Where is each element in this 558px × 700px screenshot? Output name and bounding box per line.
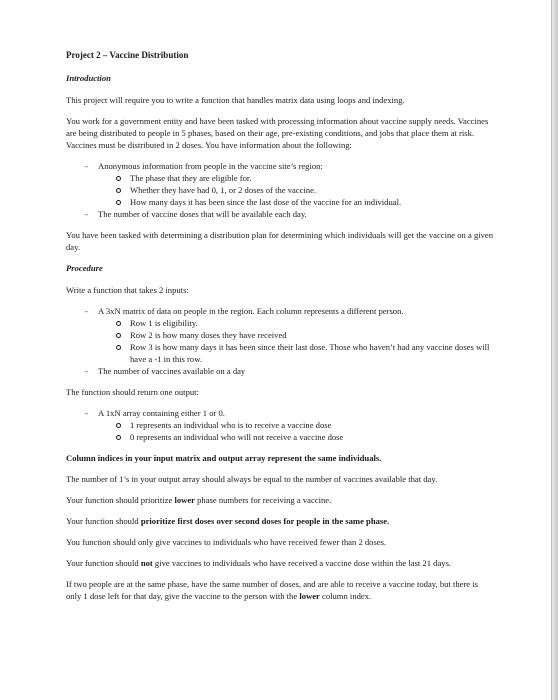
list-item-text: A 1xN array containing either 1 or 0. [98, 408, 225, 418]
sub-list-item: How many days it has been since the last dose of the vaccine for an individual. [98, 196, 494, 208]
procedure-paragraph-1: Write a function that takes 2 inputs: [66, 285, 189, 295]
sub-list-item: Whether they have had 0, 1, or 2 doses of the vaccine. [98, 184, 494, 196]
procedure-paragraph-2: The function should return one output: [66, 387, 199, 397]
rule-21-days: Your function should not give vaccines to individuals who have received a vaccine dose within the last 21 days. [66, 558, 452, 568]
list-item-text: Anonymous information from people in the vaccine site’s region: [98, 161, 323, 171]
rule-count: The number of 1’s in your output array should always be equal to the number of vaccines available that day. [66, 474, 438, 484]
sub-list-item: Row 3 is how many days it has been since their last dose. Those who haven’t had any vaccine doses will have a -1 in this row. [98, 341, 494, 365]
inputs-list [66, 305, 494, 377]
list-item [66, 407, 494, 443]
list-item: - The number of vaccines available on a day [66, 365, 494, 377]
rule-fewer-than-two: You function should only give vaccines to individuals who have received fewer than 2 doses. [66, 537, 387, 547]
rule-column-indices: Column indices in your input matrix and output array represent the same individuals. [66, 453, 382, 463]
intro-paragraph-1: This project will require you to write a function that handles matrix data using loops and indexing. [66, 95, 405, 105]
intro-paragraph-2: You work for a government entity and have been tasked with processing information about vaccine supply needs. Vaccines are being distributed to people in 5 phases, based on their age, pre-existing conditions, and jobs that place them at risk. Vaccines must be distributed in 2 doses. You have information about the following: [66, 116, 489, 150]
sub-list-item: Row 2 is how many doses they have received [98, 329, 494, 341]
intro-paragraph-3: You have been tasked with determining a distribution plan for determining which individuals will get the vaccine on a given day. [66, 230, 494, 252]
sub-list-item: 0 represents an individual who will not receive a vaccine dose [98, 431, 494, 443]
list-item: - The number of vaccine doses that will be available each day. [66, 208, 494, 220]
list-item [66, 160, 494, 208]
document-title: Project 2 – Vaccine Distribution [66, 50, 189, 60]
sub-list-item: The phase that they are eligible for. [98, 172, 494, 184]
procedure-heading: Procedure [66, 263, 103, 273]
information-list [66, 160, 494, 220]
rule-lower-phase: Your function should prioritize lower phase numbers for receiving a vaccine. [66, 495, 332, 505]
introduction-heading: Introduction [66, 73, 111, 83]
output-list [66, 407, 494, 443]
rule-tie-break: If two people are at the same phase, have the same number of doses, and are able to receive a vaccine today, but there is only 1 dose left for that day, give the vaccine to the person with the lower column index. [66, 579, 479, 601]
sub-list-item: Row 1 is eligibility. [98, 317, 494, 329]
page-edge-shadow [551, 0, 558, 700]
rule-first-doses: Your function should prioritize first doses over second doses for people in the same phase. [66, 516, 390, 526]
list-item [66, 305, 494, 365]
sub-list-item: 1 represents an individual who is to receive a vaccine dose [98, 419, 494, 431]
sub-list [98, 317, 494, 365]
sub-list [98, 172, 494, 208]
list-item-text: A 3xN matrix of data on people in the region. Each column represents a different person. [98, 306, 404, 316]
sub-list [98, 419, 494, 443]
document-body [66, 49, 494, 611]
